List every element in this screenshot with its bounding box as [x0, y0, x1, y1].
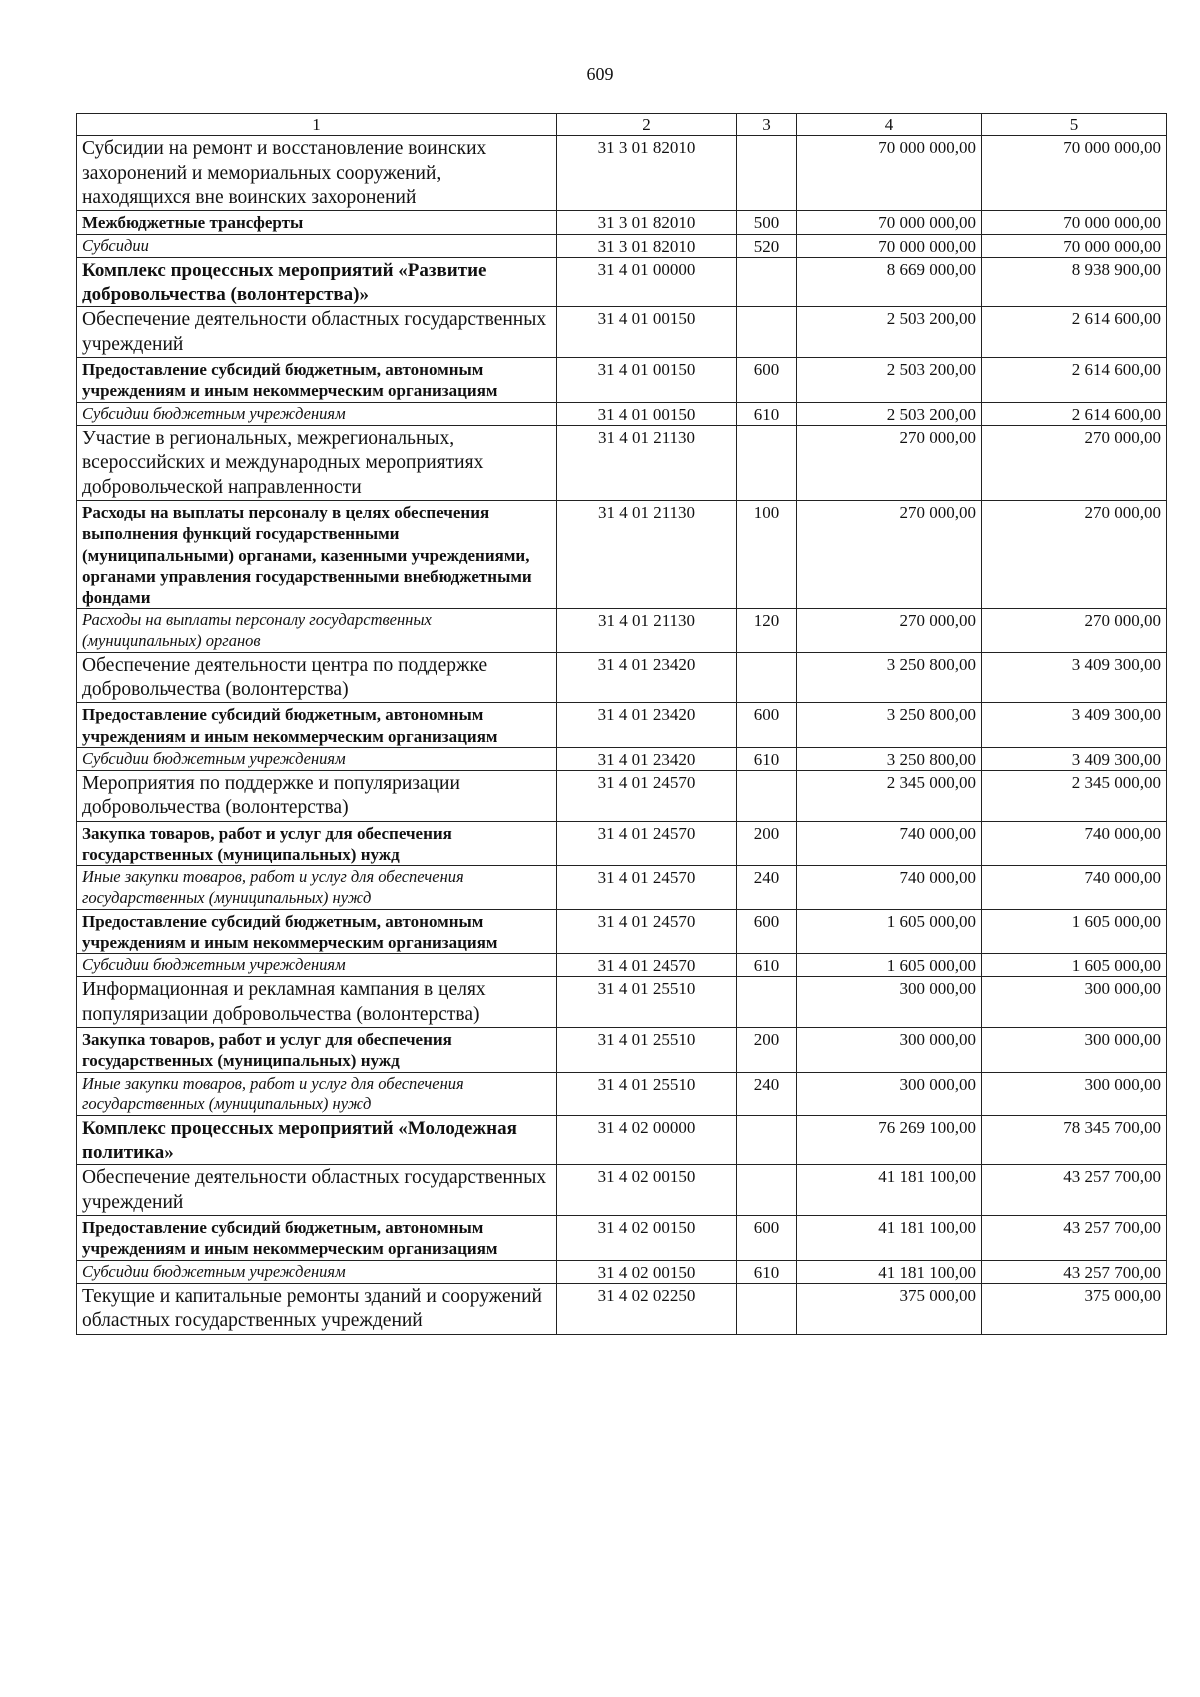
table-row: [77, 307, 1167, 358]
row-amount-year2-cell: 3 409 300,00: [982, 703, 1167, 748]
row-code-cell: 31 3 01 82010: [557, 211, 737, 234]
row-expense-type-cell: [737, 977, 797, 1028]
row-code-cell: 31 4 01 25510: [557, 1072, 737, 1115]
header-column-1: 1: [77, 114, 557, 136]
row-code-cell: 31 3 01 82010: [557, 234, 737, 257]
row-code-cell: 31 4 01 00000: [557, 257, 737, 307]
row-name-cell: Расходы на выплаты персоналу государственных (муниципальных) органов: [77, 609, 557, 652]
row-name-cell: Субсидии бюджетным учреждениям: [77, 1260, 557, 1283]
table-row: [77, 977, 1167, 1028]
row-amount-year2-cell: 270 000,00: [982, 425, 1167, 500]
row-amount-year1-cell: 300 000,00: [797, 977, 982, 1028]
row-code-cell: 31 4 01 00150: [557, 307, 737, 358]
row-expense-type-cell: [737, 1115, 797, 1165]
row-expense-type-cell: 600: [737, 703, 797, 748]
row-amount-year1-cell: 41 181 100,00: [797, 1165, 982, 1216]
table-body: [77, 136, 1167, 1334]
table-row: [77, 1028, 1167, 1073]
row-expense-type-cell: [737, 136, 797, 211]
table-row: [77, 1216, 1167, 1261]
row-code-cell: 31 3 01 82010: [557, 136, 737, 211]
row-expense-type-cell: [737, 771, 797, 822]
row-amount-year1-cell: 2 503 200,00: [797, 402, 982, 425]
table-row: [77, 1165, 1167, 1216]
row-amount-year2-cell: 70 000 000,00: [982, 211, 1167, 234]
row-amount-year2-cell: 2 345 000,00: [982, 771, 1167, 822]
row-amount-year2-cell: 43 257 700,00: [982, 1165, 1167, 1216]
row-name-cell: Обеспечение деятельности центра по поддержке добровольчества (волонтерства): [77, 652, 557, 703]
row-amount-year1-cell: 1 605 000,00: [797, 909, 982, 954]
table-row: [77, 211, 1167, 234]
row-code-cell: 31 4 01 00150: [557, 402, 737, 425]
header-column-5: 5: [982, 114, 1167, 136]
row-amount-year2-cell: 70 000 000,00: [982, 136, 1167, 211]
header-column-2: 2: [557, 114, 737, 136]
row-name-cell: Субсидии бюджетным учреждениям: [77, 402, 557, 425]
row-expense-type-cell: [737, 257, 797, 307]
row-code-cell: 31 4 01 23420: [557, 703, 737, 748]
row-expense-type-cell: 610: [737, 747, 797, 770]
row-amount-year2-cell: 2 614 600,00: [982, 402, 1167, 425]
table-row: [77, 954, 1167, 977]
table-row: [77, 703, 1167, 748]
row-amount-year1-cell: 2 345 000,00: [797, 771, 982, 822]
table-row: [77, 866, 1167, 909]
row-amount-year2-cell: 3 409 300,00: [982, 747, 1167, 770]
row-expense-type-cell: 610: [737, 954, 797, 977]
row-expense-type-cell: [737, 307, 797, 358]
row-name-cell: Закупка товаров, работ и услуг для обеспечения государственных (муниципальных) нужд: [77, 821, 557, 866]
row-code-cell: 31 4 02 00150: [557, 1216, 737, 1261]
row-name-cell: Мероприятия по поддержке и популяризации добровольчества (волонтерства): [77, 771, 557, 822]
row-name-cell: Иные закупки товаров, работ и услуг для обеспечения государственных (муниципальных) нужд: [77, 866, 557, 909]
row-amount-year2-cell: 78 345 700,00: [982, 1115, 1167, 1165]
row-amount-year1-cell: 375 000,00: [797, 1283, 982, 1334]
row-name-cell: Информационная и рекламная кампания в целях популяризации добровольчества (волонтерства): [77, 977, 557, 1028]
row-name-cell: Субсидии бюджетным учреждениям: [77, 954, 557, 977]
row-amount-year2-cell: 300 000,00: [982, 1072, 1167, 1115]
row-expense-type-cell: [737, 1165, 797, 1216]
row-expense-type-cell: 600: [737, 909, 797, 954]
row-name-cell: Предоставление субсидий бюджетным, автономным учреждениям и иным некоммерческим организациям: [77, 703, 557, 748]
row-name-cell: Субсидии: [77, 234, 557, 257]
row-name-cell: Участие в региональных, межрегиональных, всероссийских и международных мероприятиях добровольческой направленности: [77, 425, 557, 500]
table-row: [77, 1283, 1167, 1334]
row-amount-year1-cell: 70 000 000,00: [797, 211, 982, 234]
row-name-cell: Межбюджетные трансферты: [77, 211, 557, 234]
table-row: [77, 402, 1167, 425]
row-amount-year1-cell: 41 181 100,00: [797, 1260, 982, 1283]
row-expense-type-cell: 610: [737, 402, 797, 425]
row-name-cell: Обеспечение деятельности областных государственных учреждений: [77, 1165, 557, 1216]
row-code-cell: 31 4 01 25510: [557, 1028, 737, 1073]
table-row: [77, 1115, 1167, 1165]
row-code-cell: 31 4 02 00150: [557, 1260, 737, 1283]
row-amount-year2-cell: 1 605 000,00: [982, 954, 1167, 977]
row-amount-year1-cell: 270 000,00: [797, 425, 982, 500]
row-expense-type-cell: 120: [737, 609, 797, 652]
row-amount-year1-cell: 270 000,00: [797, 501, 982, 609]
row-amount-year2-cell: 2 614 600,00: [982, 307, 1167, 358]
row-name-cell: Закупка товаров, работ и услуг для обеспечения государственных (муниципальных) нужд: [77, 1028, 557, 1073]
row-expense-type-cell: 600: [737, 358, 797, 403]
row-code-cell: 31 4 01 24570: [557, 866, 737, 909]
row-expense-type-cell: 520: [737, 234, 797, 257]
table-row: [77, 1260, 1167, 1283]
header-column-4: 4: [797, 114, 982, 136]
row-amount-year1-cell: 270 000,00: [797, 609, 982, 652]
row-expense-type-cell: [737, 1283, 797, 1334]
row-code-cell: 31 4 01 21130: [557, 501, 737, 609]
row-code-cell: 31 4 01 24570: [557, 821, 737, 866]
row-name-cell: Комплекс процессных мероприятий «Молодежная политика»: [77, 1115, 557, 1165]
budget-table: [76, 113, 1167, 1335]
row-amount-year1-cell: 1 605 000,00: [797, 954, 982, 977]
row-amount-year1-cell: 70 000 000,00: [797, 136, 982, 211]
table-row: [77, 358, 1167, 403]
row-amount-year2-cell: 70 000 000,00: [982, 234, 1167, 257]
row-amount-year2-cell: 300 000,00: [982, 977, 1167, 1028]
row-amount-year1-cell: 300 000,00: [797, 1072, 982, 1115]
row-amount-year1-cell: 3 250 800,00: [797, 703, 982, 748]
row-amount-year2-cell: 270 000,00: [982, 501, 1167, 609]
row-code-cell: 31 4 01 23420: [557, 747, 737, 770]
row-amount-year1-cell: 41 181 100,00: [797, 1216, 982, 1261]
table-row: [77, 821, 1167, 866]
row-name-cell: Предоставление субсидий бюджетным, автономным учреждениям и иным некоммерческим организациям: [77, 909, 557, 954]
row-code-cell: 31 4 01 23420: [557, 652, 737, 703]
row-name-cell: Текущие и капитальные ремонты зданий и сооружений областных государственных учреждений: [77, 1283, 557, 1334]
row-amount-year2-cell: 8 938 900,00: [982, 257, 1167, 307]
row-amount-year2-cell: 270 000,00: [982, 609, 1167, 652]
row-amount-year2-cell: 2 614 600,00: [982, 358, 1167, 403]
row-amount-year1-cell: 3 250 800,00: [797, 747, 982, 770]
row-code-cell: 31 4 02 02250: [557, 1283, 737, 1334]
row-amount-year2-cell: 1 605 000,00: [982, 909, 1167, 954]
row-expense-type-cell: 200: [737, 1028, 797, 1073]
row-amount-year2-cell: 300 000,00: [982, 1028, 1167, 1073]
row-code-cell: 31 4 02 00150: [557, 1165, 737, 1216]
row-amount-year1-cell: 740 000,00: [797, 821, 982, 866]
row-amount-year1-cell: 3 250 800,00: [797, 652, 982, 703]
table-row: [77, 257, 1167, 307]
row-expense-type-cell: 500: [737, 211, 797, 234]
row-name-cell: Субсидии бюджетным учреждениям: [77, 747, 557, 770]
table-row: [77, 501, 1167, 609]
table-row: [77, 1072, 1167, 1115]
row-amount-year1-cell: 740 000,00: [797, 866, 982, 909]
table-header-row: [77, 114, 1167, 136]
header-column-3: 3: [737, 114, 797, 136]
row-expense-type-cell: 200: [737, 821, 797, 866]
row-code-cell: 31 4 01 24570: [557, 909, 737, 954]
row-amount-year1-cell: 8 669 000,00: [797, 257, 982, 307]
row-amount-year1-cell: 2 503 200,00: [797, 307, 982, 358]
row-name-cell: Предоставление субсидий бюджетным, автономным учреждениям и иным некоммерческим организациям: [77, 358, 557, 403]
row-code-cell: 31 4 01 24570: [557, 954, 737, 977]
page-number: 609: [586, 64, 614, 84]
row-amount-year1-cell: 2 503 200,00: [797, 358, 982, 403]
row-expense-type-cell: [737, 652, 797, 703]
row-code-cell: 31 4 01 25510: [557, 977, 737, 1028]
table-row: [77, 747, 1167, 770]
table-row: [77, 652, 1167, 703]
row-amount-year2-cell: 43 257 700,00: [982, 1260, 1167, 1283]
row-amount-year2-cell: 375 000,00: [982, 1283, 1167, 1334]
row-expense-type-cell: 600: [737, 1216, 797, 1261]
row-amount-year1-cell: 76 269 100,00: [797, 1115, 982, 1165]
row-expense-type-cell: 100: [737, 501, 797, 609]
row-code-cell: 31 4 01 24570: [557, 771, 737, 822]
row-name-cell: Субсидии на ремонт и восстановление воинских захоронений и мемориальных сооружений, находящихся вне воинских захоронений: [77, 136, 557, 211]
row-name-cell: Обеспечение деятельности областных государственных учреждений: [77, 307, 557, 358]
row-expense-type-cell: 610: [737, 1260, 797, 1283]
row-name-cell: Предоставление субсидий бюджетным, автономным учреждениям и иным некоммерческим организациям: [77, 1216, 557, 1261]
table-row: [77, 136, 1167, 211]
table-row: [77, 234, 1167, 257]
row-amount-year2-cell: 3 409 300,00: [982, 652, 1167, 703]
row-name-cell: Иные закупки товаров, работ и услуг для обеспечения государственных (муниципальных) нужд: [77, 1072, 557, 1115]
table-row: [77, 909, 1167, 954]
row-name-cell: Комплекс процессных мероприятий «Развитие добровольчества (волонтерства)»: [77, 257, 557, 307]
row-amount-year2-cell: 740 000,00: [982, 821, 1167, 866]
row-expense-type-cell: 240: [737, 1072, 797, 1115]
row-code-cell: 31 4 02 00000: [557, 1115, 737, 1165]
row-amount-year1-cell: 70 000 000,00: [797, 234, 982, 257]
row-amount-year2-cell: 43 257 700,00: [982, 1216, 1167, 1261]
table-row: [77, 771, 1167, 822]
row-name-cell: Расходы на выплаты персоналу в целях обеспечения выполнения функций государственными (муниципальными) органами, казенными учреждениями, органами управления государственными внебюджетными фондами: [77, 501, 557, 609]
row-expense-type-cell: 240: [737, 866, 797, 909]
row-code-cell: 31 4 01 21130: [557, 609, 737, 652]
row-amount-year2-cell: 740 000,00: [982, 866, 1167, 909]
row-code-cell: 31 4 01 21130: [557, 425, 737, 500]
table-row: [77, 609, 1167, 652]
table-row: [77, 425, 1167, 500]
row-code-cell: 31 4 01 00150: [557, 358, 737, 403]
row-amount-year1-cell: 300 000,00: [797, 1028, 982, 1073]
row-expense-type-cell: [737, 425, 797, 500]
